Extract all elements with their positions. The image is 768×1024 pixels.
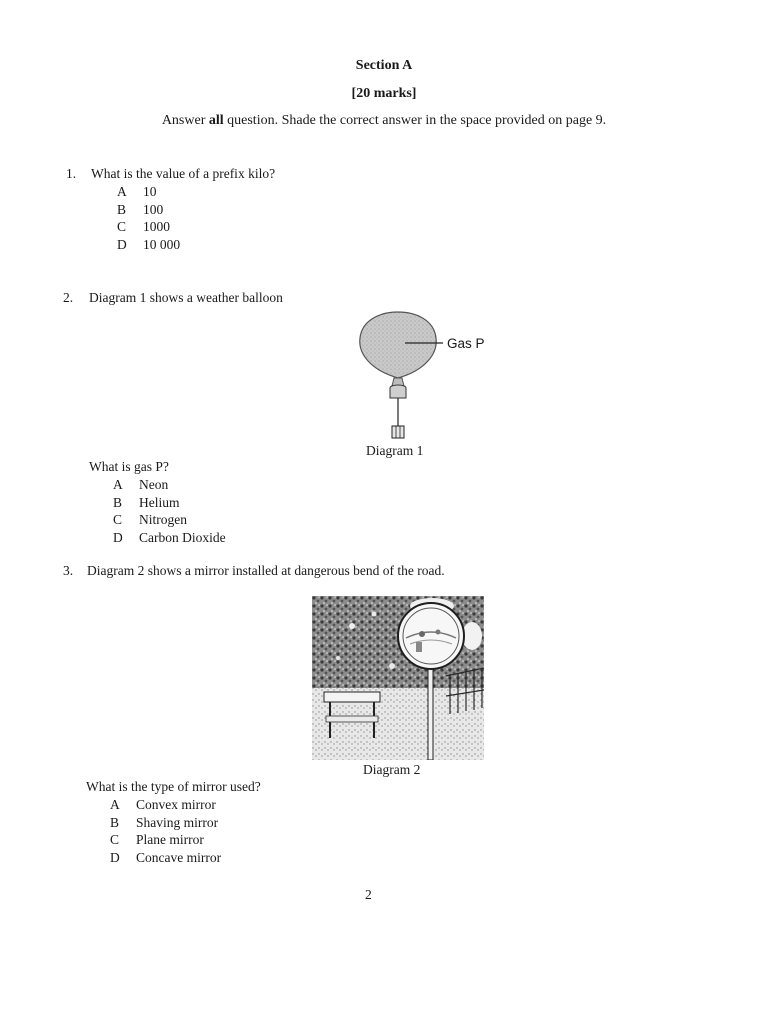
option-row xyxy=(113,529,226,547)
mirror-pole xyxy=(428,660,433,760)
option-row xyxy=(117,236,180,254)
road-mirror-photo xyxy=(312,596,484,760)
option-letter: D xyxy=(117,236,127,252)
option-letter: B xyxy=(117,201,127,217)
instrument-box xyxy=(392,426,404,438)
weather-balloon-diagram xyxy=(350,308,500,442)
option-letter: A xyxy=(117,184,127,199)
diagram-1-caption: Diagram 1 xyxy=(366,443,424,458)
option-row xyxy=(110,831,221,849)
option-letter: C xyxy=(110,832,120,847)
convex-mirror xyxy=(398,603,464,669)
payload-cone xyxy=(390,385,406,398)
option-text: Convex mirror xyxy=(136,797,216,812)
option-row xyxy=(110,849,221,867)
instruction-bold: all xyxy=(208,113,224,128)
option-row xyxy=(110,814,221,832)
option-text: 10 xyxy=(143,184,157,199)
section-title: Section A xyxy=(355,58,413,73)
option-text: Plane mirror xyxy=(136,832,204,847)
option-text: Neon xyxy=(139,477,169,492)
option-letter: A xyxy=(110,797,120,812)
question-2-subquestion: What is gas P? xyxy=(89,459,169,474)
page-number: 2 xyxy=(365,887,372,902)
instruction-pre: Answer xyxy=(161,113,209,128)
question-1-text: What is the value of a prefix kilo? xyxy=(91,166,276,181)
option-row xyxy=(117,201,180,219)
question-1-number: 1. xyxy=(66,166,77,181)
question-2-options xyxy=(113,476,226,546)
question-3-text: Diagram 2 shows a mirror installed at dangerous bend of the road. xyxy=(87,563,445,578)
section-marks: [20 marks] xyxy=(351,86,417,101)
option-text: 10 000 xyxy=(143,236,181,252)
option-text: Concave mirror xyxy=(136,849,222,865)
option-text: Helium xyxy=(139,494,180,510)
question-3-number: 3. xyxy=(63,563,74,578)
option-row xyxy=(113,494,226,512)
option-row xyxy=(117,183,180,201)
section-instruction xyxy=(0,113,768,129)
option-letter: D xyxy=(110,849,120,865)
option-letter: A xyxy=(113,477,123,492)
option-row xyxy=(113,476,226,494)
question-3-options xyxy=(110,796,221,866)
option-letter: B xyxy=(113,494,123,510)
option-text: Shaving mirror xyxy=(136,814,219,830)
option-row xyxy=(113,511,226,529)
question-3-subquestion: What is the type of mirror used? xyxy=(86,779,261,794)
option-letter: B xyxy=(110,814,120,830)
option-text: Nitrogen xyxy=(139,512,187,527)
option-row xyxy=(110,796,221,814)
option-text: 1000 xyxy=(143,219,170,234)
question-2-text: Diagram 1 shows a weather balloon xyxy=(89,290,283,305)
option-letter: D xyxy=(113,529,123,545)
option-letter: C xyxy=(117,219,127,234)
question-1-options xyxy=(117,183,180,253)
option-row xyxy=(117,218,180,236)
instruction-post: question. Shade the correct answer in the space provided on page 9. xyxy=(223,113,607,128)
option-letter: C xyxy=(113,512,123,527)
option-text: Carbon Dioxide xyxy=(139,529,226,545)
option-text: 100 xyxy=(143,201,164,217)
gas-p-label: Gas P xyxy=(447,336,485,351)
diagram-2-caption: Diagram 2 xyxy=(363,762,421,777)
balloon-envelope xyxy=(360,312,436,378)
question-2-number: 2. xyxy=(63,290,74,305)
